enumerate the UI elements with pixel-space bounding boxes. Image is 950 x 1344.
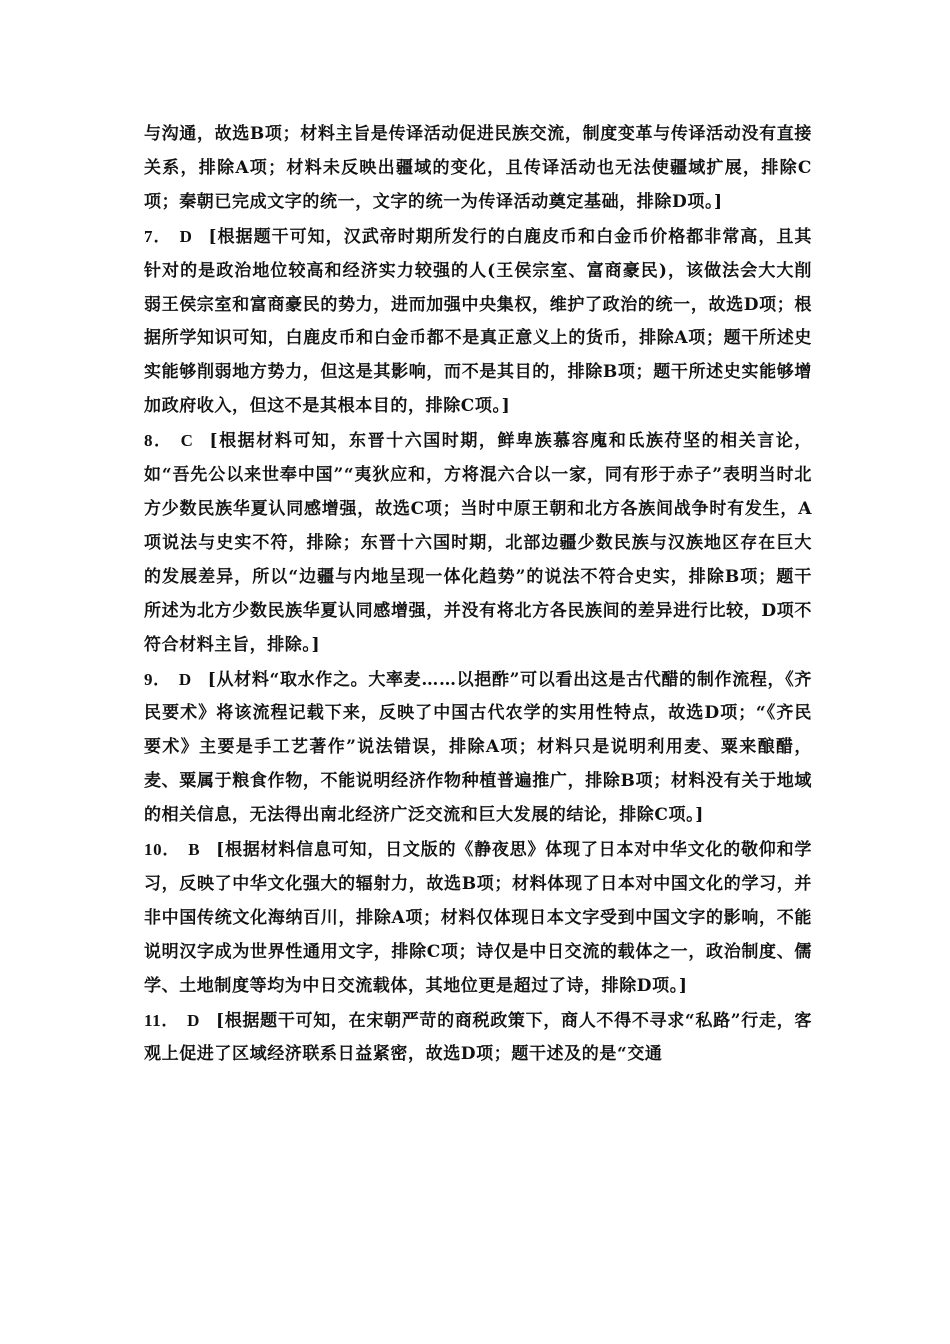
question-number: 8．: [144, 431, 173, 451]
explanation-text: [根据题干可知，在宋朝严苛的商税政策下，商人不得不寻求“私路”行走，客观上促进了区域经济联系日益紧密，故选D项；题干述及的是“交通: [144, 1010, 812, 1065]
answer-letter: D: [179, 226, 193, 246]
explanation-text: [根据材料可知，东晋十六国时期，鲜卑族慕容廆和氐族苻坚的相关言论，如“吾先公以来世奉中国”“夷狄应和，方将混六合以一家，同有形于赤子”表明当时北方少数民族华夏认同感增强，故选C项；当时中原王朝和北方各族间战争时有发生，A项说法与史实不符，排除；东晋十六国时期，北部边疆少数民族与汉族地区存在巨大的发展差异，所以“边疆与内地呈现一体化趋势”的说法不符合史实，排除B项；题干所述为北方少数民族华夏认同感增强，并没有将北方各民族间的差异进行比较，D项不符合材料主旨，排除。]: [144, 431, 813, 655]
paragraph-question-10: [144, 833, 812, 1004]
paragraph-question-9: [144, 663, 812, 834]
question-number: 10．: [144, 840, 181, 860]
explanation-text: [根据题干可知，汉武帝时期所发行的白鹿皮币和白金币价格都非常高，且其针对的是政治地位较高和经济实力较强的人(王侯宗室、富商豪民)，该做法会大大削弱王侯宗室和富商豪民的势力，进而加强中央集权，维护了政治的统一，故选D项；根据所学知识可知，白鹿皮币和白金币都不是真正意义上的货币，排除A项；题干所述史实能够削弱地方势力，但这是其影响，而不是其目的，排除B项；题干所述史实能够增加政府收入，但这不是其根本目的，排除C项。]: [144, 226, 812, 417]
paragraph-question-8: [144, 424, 812, 662]
answer-letter: D: [178, 669, 192, 689]
question-number: 9．: [144, 669, 171, 689]
answer-letter: C: [180, 431, 194, 451]
paragraph-question-11: [144, 1004, 812, 1073]
question-number: 7．: [144, 226, 172, 246]
answer-letter: B: [188, 840, 201, 860]
paragraph-text: 与沟通，故选B项；材料主旨是传译活动促进民族交流，制度变革与传译活动没有直接关系，排除A项；材料未反映出疆域的变化，且传译活动也无法使疆域扩展，排除C项；秦朝已完成文字的统一，文字的统一为传译活动奠定基础，排除D项。]: [144, 124, 812, 212]
explanation-text: [从材料“取水作之。大率麦……以挹酢”可以看出这是古代醋的制作流程，《齐民要术》将该流程记载下来，反映了中国古代农学的实用性特点，故选D项；“《齐民要术》主要是手工艺著作”说法错误，排除A项；材料只是说明利用麦、粟来酿醋，麦、粟属于粮食作物，不能说明经济作物种植普遍推广，排除B项；材料没有关于地域的相关信息，无法得出南北经济广泛交流和巨大发展的结论，排除C项。]: [144, 669, 813, 826]
question-number: 11．: [144, 1010, 180, 1030]
paragraph-continuation: [144, 118, 812, 220]
answer-letter: D: [187, 1010, 200, 1030]
paragraph-question-7: [144, 220, 812, 424]
explanation-text: [根据材料信息可知，日文版的《静夜思》体现了日本对中华文化的敬仰和学习，反映了中华文化强大的辐射力，故选B项；材料体现了日本对中国文化的学习，并非中国传统文化海纳百川，排除A项；材料仅体现日本文字受到中国文字的影响，不能说明汉字成为世界性通用文字，排除C项；诗仅是中日交流的载体之一，政治制度、儒学、土地制度等均为中日交流载体，其地位更是超过了诗，排除D项。]: [144, 840, 812, 996]
answer-explanations: [144, 118, 812, 1072]
